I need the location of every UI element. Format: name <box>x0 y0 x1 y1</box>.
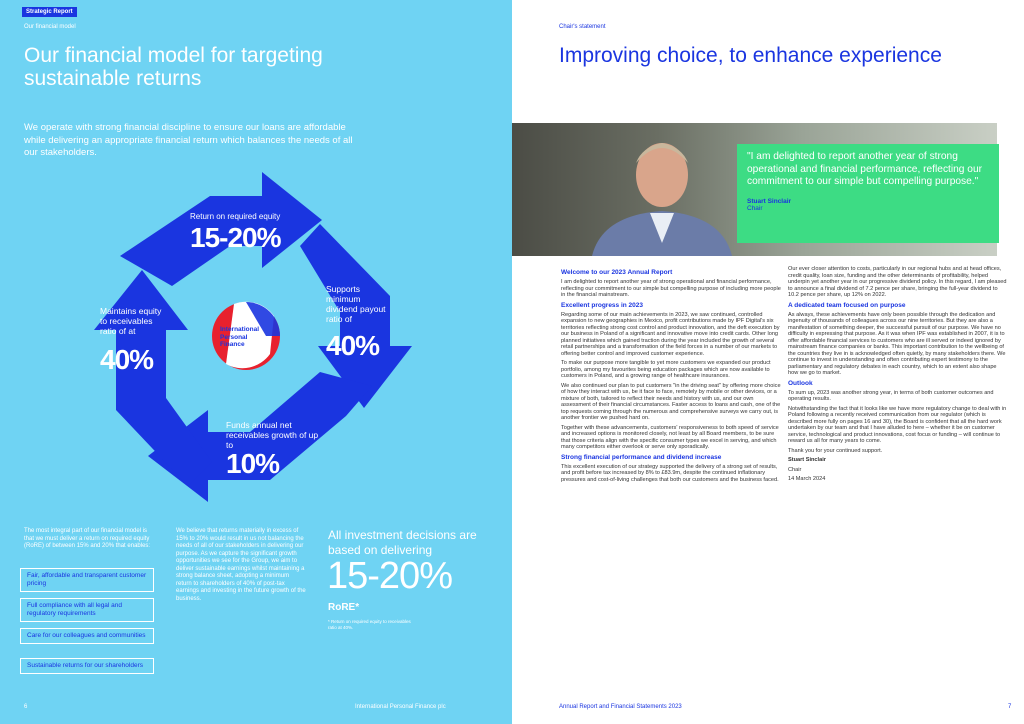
left-label: Maintains equity to receivables ratio of at <box>100 306 162 336</box>
paragraph: To sum up, 2023 was another strong year, in terms of both customer outcomes and operating results. <box>788 389 994 402</box>
returns-text: We believe that returns materially in excess of 15% to 20% would result in us not balancing the needs of all of our stakeholders in delivering our purpose. As we capture the significant growth opportunities we see for the Group, we aim to deliver sustainable earnings whilst maintaining a strong balance sheet, adopting a minimum return to shareholders of 40% of post-tax earnings and investing in the future growth of the business. <box>176 528 306 602</box>
paragraph: To make our purpose more tangible to yet more customers we expanded our product portfolio, among my favourites being education packages which are now available to customers in Poland, and a growing range of healthcare insurances. <box>561 360 771 379</box>
right-value: 40% <box>326 330 380 361</box>
paragraph: As always, these achievements have only been possible through the dedication and ingenuity of thousands of colleagues across our nine territories. But they are also a manifestation of something deeper, the successful pursuit of our purpose. We have no difficulty in expressing that purpose. As it was when IPF was established in 2007, it is to offer affordable financial services to customers who are ill served or indeed ignored by mainstream finance companies or banks. This important contribution to the wellbeing of the countries they live in is acknowledged often quietly, by many stakeholders there. We continue to invest in understanding and often contributing expert testimony to the parliamentary and regulatory debates in each country, which to an extent also shape how we go to market. <box>788 311 1006 376</box>
top-label: Return on required equity <box>190 212 281 221</box>
pill-colleagues: Care for our colleagues and communities <box>20 628 154 644</box>
page-number-right: 7 <box>1008 704 1012 710</box>
bottom-label: Funds annual net receivables growth of up to <box>226 420 319 450</box>
statement-column-1 <box>561 266 781 486</box>
breadcrumb: Chair's statement <box>559 24 606 30</box>
bottom-value: 10% <box>226 448 280 479</box>
rore-footnote: * Return on required equity to receivables ratio at 40%. <box>328 619 411 630</box>
left-value: 40% <box>100 344 154 375</box>
rore-label: RoRE* <box>328 602 360 613</box>
paragraph: Thank you for your continued support. <box>788 447 883 454</box>
section-heading: Outlook <box>788 379 813 387</box>
section-heading: Excellent progress in 2023 <box>561 301 644 309</box>
pill-shareholders: Sustainable returns for our shareholders <box>20 658 154 674</box>
paragraph: Regarding some of our main achievements in 2023, we saw continued, controlled expansion to new geographies in Mexico, profit contributions made by IPF Digital's six territories reflecting strong cost control and product innovation, and the deft execution by our business in Poland of a significant and innovative move into credit cards. Other long planned initiatives which gained traction during the year included the growth of several retail partnerships and a transformation of the field forces in a number of our markets to offering better control and improved customer experience. <box>561 311 780 357</box>
paragraph: Together with these advancements, customers' responsiveness to both speed of service and increased options is monitored closely, not least by all Board members, to be sure that those criteria align with the specific consumer types we excel in serving, and which many competitors either overlook or serve only sporadically. <box>561 424 779 450</box>
statement-column-2 <box>788 266 1008 486</box>
intro-text: We operate with strong financial discipline to ensure our loans are affordable while delivering an appropriate financial return which balances the needs of all our stakeholders. <box>24 122 353 158</box>
page-number-left: 6 <box>24 704 28 710</box>
paragraph: Stuart Sinclair <box>788 457 826 463</box>
logo-text: International Personal Finance <box>220 326 260 348</box>
model-intro-text: The most integral part of our financial model is that we must deliver a return on required equity (RoRE) of between 15% and 20% that enables: <box>24 528 151 549</box>
paragraph: Chair <box>788 466 802 473</box>
paragraph: I am delighted to report another year of strong operational and financial performance, reflecting our commitment to our simple but compelling purpose of including more people in the financial mainstream. <box>561 279 781 298</box>
quote-text: "I am delighted to report another year of strong operational and financial performance, reflecting our commitment to our simple but compelling purpose." <box>747 151 983 187</box>
page-title: Our financial model for targeting sustainable returns <box>24 44 323 90</box>
footer-left: International Personal Finance plc <box>355 704 446 710</box>
pull-quote <box>737 144 999 243</box>
pill-pricing: Fair, affordable and transparent customer pricing <box>20 568 154 592</box>
investment-title: All investment decisions are based on delivering <box>328 528 477 557</box>
section-heading: Strong financial performance and dividend increase <box>561 453 722 461</box>
breadcrumb: Our financial model <box>24 24 76 30</box>
page-title: Improving choice, to enhance experience <box>559 44 942 67</box>
section-tag: Strategic Report <box>22 7 77 17</box>
footer-right: Annual Report and Financial Statements 2023 <box>559 704 682 710</box>
paragraph: This excellent execution of our strategy supported the delivery of a strong set of results, and profit before tax increased by 8% to £83.9m, despite the continued inflationary pressures and cost-of-living challenges that both our customers and the business faced. <box>561 463 779 483</box>
right-page <box>512 0 1024 724</box>
paragraph: Our ever closer attention to costs, particularly in our regional hubs and at head offices, credit quality, loan size, funding and the other determinants of profitability, helped underpin yet another year in our progressive dividend policy. In this regard, I am pleased to announce a final dividend of 7.2 pence per share, bringing the full-year dividend to 10.2 pence per share, up 12% on 2022. <box>788 266 1007 298</box>
quote-name: Stuart Sinclair <box>747 197 792 205</box>
quote-role: Chair <box>747 204 763 212</box>
investment-value: 15-20% <box>327 555 452 597</box>
paragraph: 14 March 2024 <box>788 476 826 482</box>
right-label: Supports minimum dividend payout ratio of <box>326 284 386 324</box>
pill-compliance: Full compliance with all legal and regulatory requirements <box>20 598 154 622</box>
paragraph: Notwithstanding the fact that it looks like we have more regulatory change to deal with in Poland following a recently received communication from our regulator (which is described more fully on pages 16 and 30), the Board is confident that all the hard work undertaken by our team and that I have alluded to here – whether it be on customer service, technological and product innovations, cost focus or funding – will continue to reward us all for many years to come. <box>788 405 1007 444</box>
top-value: 15-20% <box>190 222 281 253</box>
section-heading: Welcome to our 2023 Annual Report <box>561 269 673 276</box>
paragraph: We also continued our plan to put customers "in the driving seat" by offering more choice of how they interact with us, be it face to face, remotely by mobile or other devices, or a mixture of both, tailored to reflect their needs and history with us, and our own assessment of their financial circumstances. Faster access to loans and cash, one of the top requests coming through the numerous and comprehensive surveys we carry out, is another frontier we pushed hard on. <box>561 382 781 421</box>
section-heading: A dedicated team focused on purpose <box>788 301 906 309</box>
